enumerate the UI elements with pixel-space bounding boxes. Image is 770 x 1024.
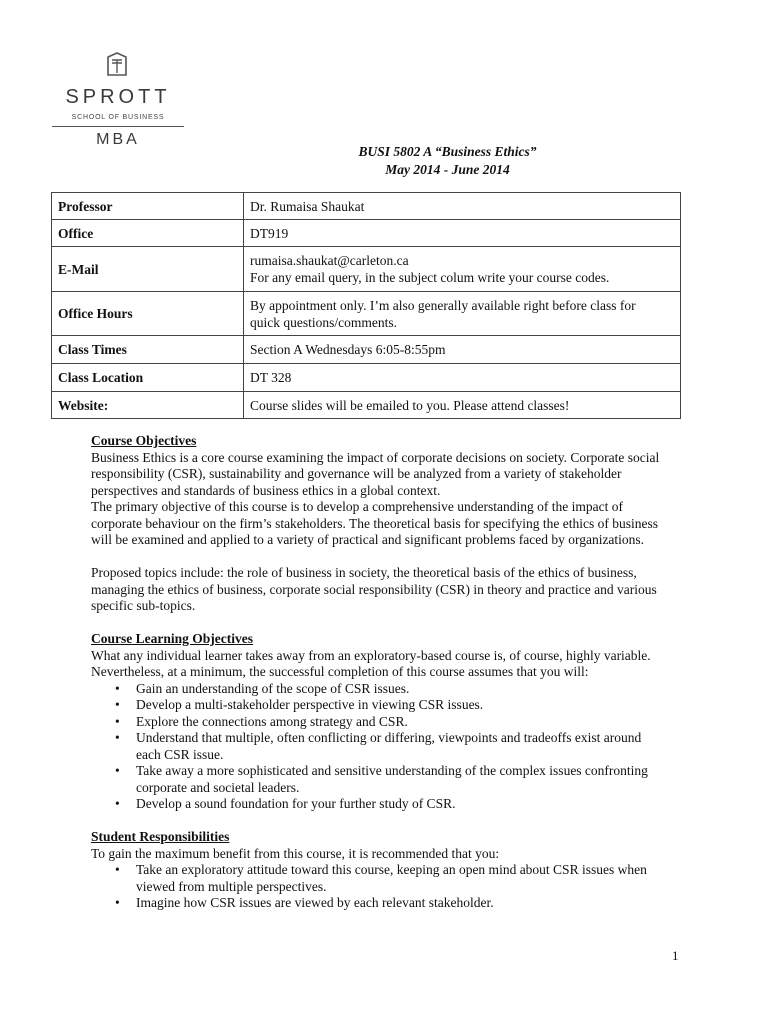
list-item: • Take away a more sophisticated and sensitive understanding of the complex issues confronting corporate and societal leaders. xyxy=(115,763,648,795)
bullet-icon: • xyxy=(115,730,120,745)
list-item: • Gain an understanding of the scope of CSR issues. xyxy=(115,680,410,696)
table-row xyxy=(52,336,681,364)
row-value: DT919 xyxy=(244,220,681,247)
table-row xyxy=(52,193,681,220)
bullet-icon: • xyxy=(115,895,120,910)
list-item: • Take an exploratory attitude toward this course, keeping an open mind about CSR issues when viewed from multiple perspectives. xyxy=(115,862,647,894)
shield-icon xyxy=(107,52,127,76)
logo-school: SCHOOL OF BUSINESS xyxy=(71,114,165,121)
logo-divider xyxy=(52,126,184,127)
table-row xyxy=(52,292,681,336)
course-heading xyxy=(300,143,595,179)
list-item: • Develop a multi-stakeholder perspective in viewing CSR issues. xyxy=(115,697,484,712)
bullet-icon: • xyxy=(115,680,120,696)
row-value: By appointment only. I’m also generally available right before class for quick questions/comments. xyxy=(244,292,681,336)
logo-brand: SPROTT xyxy=(65,86,171,108)
course-info-table xyxy=(51,192,681,419)
row-value: rumaisa.shaukat@carleton.ca For any email query, in the subject colum write your course codes. xyxy=(244,247,681,292)
bullet-icon: • xyxy=(115,862,120,877)
list-item: • Understand that multiple, often conflicting or differing, viewpoints and tradeoffs exist around each CSR issue. xyxy=(115,730,642,762)
responsibilities-list xyxy=(91,862,691,912)
section-heading: Student Responsibilities xyxy=(91,829,230,844)
course-title: BUSI 5802 A “Business Ethics” xyxy=(358,144,537,159)
course-term: May 2014 - June 2014 xyxy=(385,162,510,177)
bullet-icon: • xyxy=(115,713,120,729)
sprott-logo xyxy=(50,52,186,152)
bullet-icon: • xyxy=(115,796,120,811)
row-value: Section A Wednesdays 6:05-8:55pm xyxy=(244,336,681,364)
learning-objectives-list xyxy=(91,681,691,813)
email-address[interactable]: rumaisa.shaukat@carleton.ca xyxy=(250,253,409,268)
row-label: Office xyxy=(52,220,244,247)
table-row xyxy=(52,392,681,419)
row-label: Professor xyxy=(52,193,244,220)
row-label: E-Mail xyxy=(52,247,244,292)
row-label: Class Location xyxy=(52,364,244,392)
list-item: • Develop a sound foundation for your further study of CSR. xyxy=(115,796,456,811)
row-value: Dr. Rumaisa Shaukat xyxy=(244,193,681,220)
section-heading: Course Learning Objectives xyxy=(91,631,253,646)
page-number: 1 xyxy=(672,948,679,963)
logo-program: MBA xyxy=(96,131,140,148)
bullet-icon: • xyxy=(115,763,120,778)
table-row xyxy=(52,364,681,392)
row-value: DT 328 xyxy=(244,364,681,392)
table-row xyxy=(52,247,681,292)
bullet-icon: • xyxy=(115,697,120,712)
learning-objectives-section: Course Learning Objectives What any individual learner takes away from an exploratory-based course is, of course, highly variable. Nevertheless, at a minimum, the successful completion of this course assumes that you will: • Gain an understanding of the scope of CSR issues. • Develop a multi-stakeholder perspective in viewing CSR issues. • Explore the connections among strategy and CSR. • Understand that multiple, often conflicting or differing, viewpoints and tradeoffs exist around each CSR issue. • Take away a more sophisticated and sensitive understanding of the complex issues confronting corporate and societal leaders. • Develop a sound foundation for your further study of CSR. xyxy=(91,631,691,813)
student-responsibilities-section: Student Responsibilities To gain the maximum benefit from this course, it is recommended that you: • Take an exploratory attitude toward this course, keeping an open mind about CSR issues when viewed from multiple perspectives. • Imagine how CSR issues are viewed by each relevant stakeholder. xyxy=(91,829,691,912)
table-row xyxy=(52,220,681,247)
row-value: Course slides will be emailed to you. Please attend classes! xyxy=(244,392,681,419)
row-label: Class Times xyxy=(52,336,244,364)
section-heading: Course Objectives xyxy=(91,433,197,448)
row-label: Office Hours xyxy=(52,292,244,336)
syllabus-body xyxy=(91,433,691,912)
list-item: • Imagine how CSR issues are viewed by each relevant stakeholder. xyxy=(115,895,494,910)
course-objectives-section: Course Objectives Business Ethics is a core course examining the impact of corporate decisions on society. Corporate social responsibility (CSR), sustainability and governance will be analyzed from a variety of stakeholder perspectives and standards of business ethics in a global context. The primary objective of this course is to develop a comprehensive understanding of the impact of corporate behaviour on the firm’s stakeholders. The theoretical basis for specifying the ethics of business will be examined and applied to a variety of practical and significant problems faced by organizations. Proposed topics include: the role of business in society, the theoretical basis of the ethics of business, managing the ethics of business, corporate social responsibility (CSR) in theory and practice and various specific sub-topics. xyxy=(91,433,691,615)
list-item: • Explore the connections among strategy and CSR. xyxy=(115,713,408,729)
row-label: Website: xyxy=(52,392,244,419)
